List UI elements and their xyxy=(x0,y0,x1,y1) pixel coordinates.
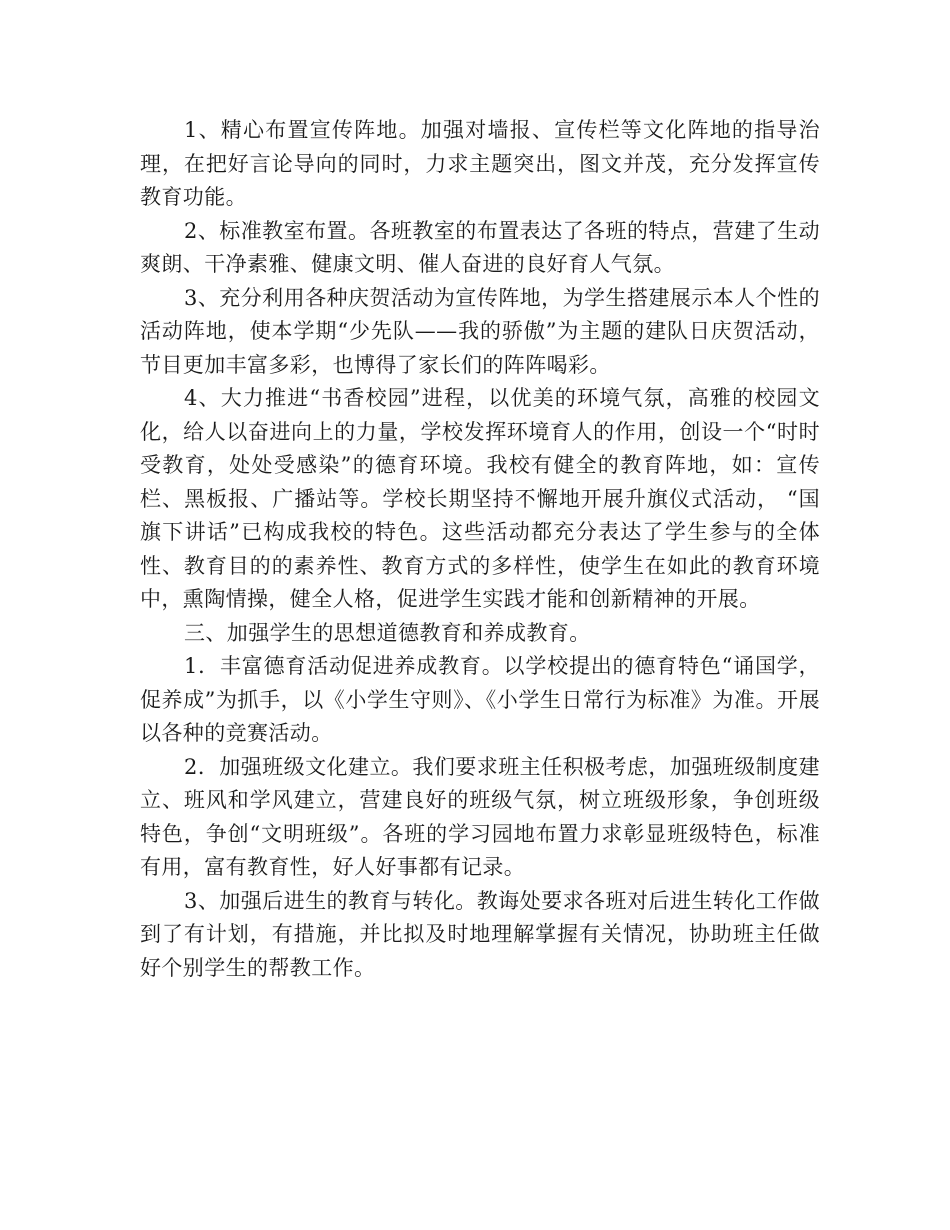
paragraph-celebration-activities: 3、充分利用各种庆贺活动为宣传阵地，为学生搭建展示本人个性的活动阵地，使本学期“少先队——我的骄傲”为主题的建队日庆贺活动，节目更加丰富多彩，也博得了家长们的阵阵喝彩。 xyxy=(140,285,820,377)
paragraph-scholarly-campus: 4、大力推进“书香校园”进程，以优美的环境气氛，高雅的校园文化，给人以奋进向上的力量，学校发挥环境育人的作用，创设一个“时时受教育，处处受感染”的德育环境。我校有健全的教育阵地，如：宣传栏、黑板报、广播站等。学校长期坚持不懈地开展升旗仪式活动， “国旗下讲话”已构成我校的特色。这些活动都充分表达了学生参与的全体性、教育目的的素养性、教育方式的多样性，使学生在如此的教育环境中，熏陶情操，健全人格，促进学生实践才能和创新精神的开展。 xyxy=(140,386,820,611)
paragraph-classroom-layout: 2、标准教室布置。各班教室的布置表达了各班的特点，营建了生动爽朗、干净素雅、健康文明、催人奋进的良好育人气氛。 xyxy=(140,218,820,276)
section-heading-moral-education: 三、加强学生的思想道德教育和养成教育。 xyxy=(184,620,591,645)
paragraph-class-culture: 2．加强班级文化建立。我们要求班主任积极考虑，加强班级制度建立、班风和学风建立，营建良好的班级气氛，树立班级形象，争创班级特色，争创“文明班级”。各班的学习园地布置力求彰显班级特色，标准有用，富有教育性，好人好事都有记录。 xyxy=(140,754,820,879)
document-page xyxy=(140,114,820,985)
paragraph-underachievers: 3、加强后进生的教育与转化。教诲处要求各班对后进生转化工作做到了有计划，有措施，并比拟及时地理解掌握有关情况，协助班主任做好个别学生的帮教工作。 xyxy=(140,888,820,980)
paragraph-propaganda-front: 1、精心布置宣传阵地。加强对墙报、宣传栏等文化阵地的指导治理，在把好言论导向的同时，力求主题突出，图文并茂，充分发挥宣传教育功能。 xyxy=(140,118,820,209)
paragraph-moral-activities: 1．丰富德育活动促进养成教育。以学校提出的德育特色“诵国学，促养成”为抓手，以《小学生守则》、《小学生日常行为标准》为准。开展以各种的竞赛活动。 xyxy=(140,654,820,745)
